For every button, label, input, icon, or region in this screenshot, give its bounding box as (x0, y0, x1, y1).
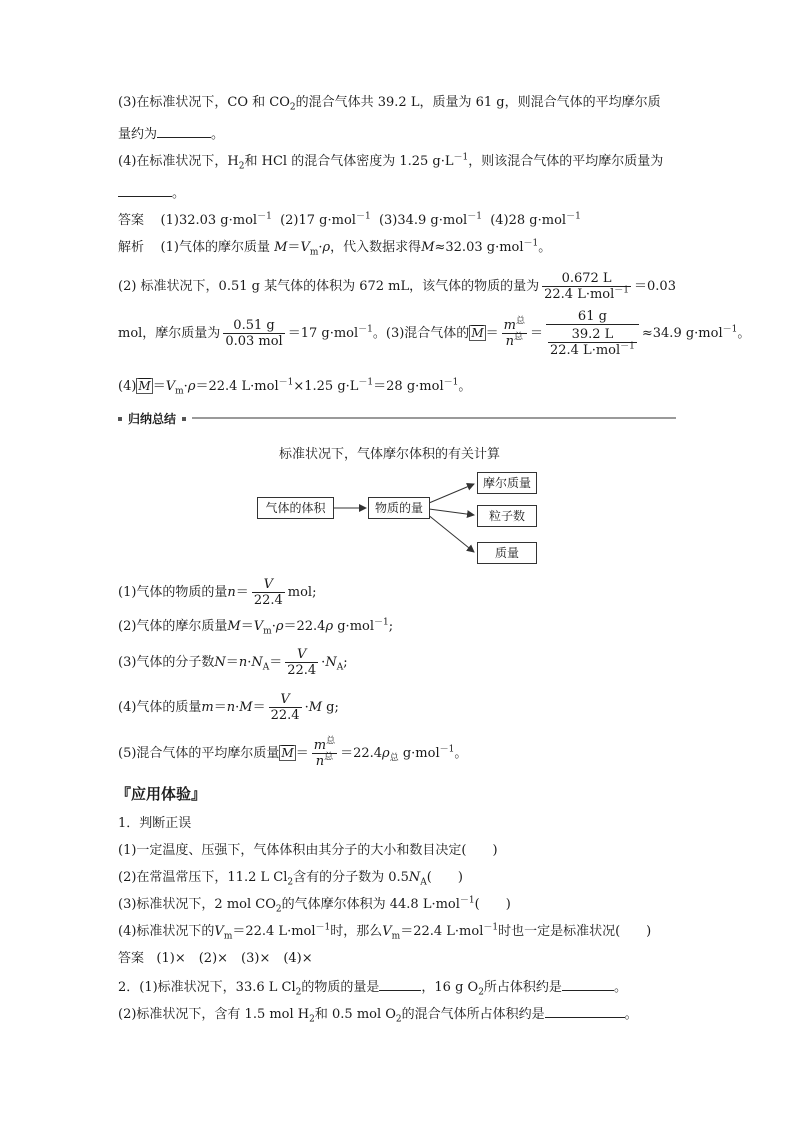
sup: －1 (374, 617, 389, 628)
judge-item-3[interactable] (118, 896, 511, 914)
judge-1-text: (1)一定温度、压强下，气体体积由其分子的大小和数目决定( (118, 843, 467, 858)
equals: ＝ (213, 700, 227, 715)
analysis-text-4d: ＝28 g·mol (373, 379, 444, 394)
q3-text-d: 。 (211, 127, 225, 142)
q4-sub: 2 (238, 161, 245, 172)
var-NA: N (408, 870, 421, 885)
analysis-label: 解析 (118, 240, 145, 255)
var-V: V (253, 619, 264, 634)
mean-molar-mass-symbol: $\overline{M}$ (281, 746, 294, 760)
judge-2-text-b: 含有的分子数为 0.5 (293, 870, 409, 885)
q2-text-2b: 和 0.5 mol O (314, 1007, 396, 1022)
period: 。 (454, 746, 468, 761)
period: 。 (613, 980, 627, 995)
analysis-text-3b: ＝17 g·mol (287, 326, 359, 341)
formula-4-unit: g; (326, 700, 339, 715)
sub-A: A (262, 662, 270, 673)
answer-sup: －1 (355, 211, 371, 222)
close-paren: ) (457, 870, 463, 885)
var-V: V (382, 924, 392, 939)
frac-num: V (263, 577, 273, 592)
var-NA: N (325, 655, 337, 670)
formula-1-unit: mol; (287, 585, 317, 600)
analysis-text-2a: (2) 标准状况下，0.51 g 某气体的体积为 672 mL，该气体的物质的量为 (118, 279, 540, 294)
q3-text-c: 量约为 (118, 127, 158, 142)
node-particle-number: 粒子数 (477, 505, 537, 527)
var-n: n (238, 655, 248, 670)
var-rho: ρ (325, 619, 334, 634)
frac-num: 0.672 L (561, 271, 612, 286)
sup-zong: 总 (326, 736, 336, 747)
sup: －1 (620, 341, 635, 352)
fraction-v-over-22-4 (285, 647, 318, 678)
frac-den: 0.03 mol (225, 334, 283, 349)
node-molar-mass: 摩尔质量 (477, 472, 537, 494)
semicolon: ; (343, 655, 348, 670)
sub-2: 2 (295, 987, 302, 998)
formula-3-label: (3)气体的分子数 (118, 655, 215, 670)
analysis-text-2b: ＝0.03 (634, 279, 676, 294)
var-n: n (227, 585, 236, 600)
frac-den: 22.4 (287, 663, 317, 678)
frac-den: 22.4 (270, 708, 300, 723)
var-n: n (505, 334, 514, 349)
judge-3-text-a: (3)标准状况下，2 mol CO (118, 897, 276, 912)
equals: ＝ (235, 585, 249, 600)
question-2-line-1 (118, 977, 627, 997)
analysis-approx: ≈32.03 g·mol (434, 240, 524, 255)
node-amount-of-substance: 物质的量 (368, 497, 430, 519)
equals: ＝ (252, 700, 266, 715)
formula-1-label: (1)气体的物质的量 (118, 585, 228, 600)
sub-A: A (336, 662, 344, 673)
var-N: N (214, 655, 226, 670)
q2-text-1b: 的物质的量是 (301, 980, 380, 995)
formula-5 (118, 735, 467, 772)
formula-4 (118, 690, 339, 726)
fraction-v-over-22-4 (252, 577, 285, 608)
sup: －1 (483, 922, 499, 933)
answer-item-3: (3)34.9 g·mol (378, 213, 468, 228)
var-M: M (239, 700, 253, 715)
sup-zong: 总 (513, 332, 523, 343)
fraction-v-over-22-4 (269, 692, 302, 723)
var-V: V (214, 924, 224, 939)
equals: ＝ (269, 655, 283, 670)
frac-den-text: 22.4 L·mol (544, 287, 615, 302)
judge-2-text-a: (2)在常温常压下，11.2 L Cl (118, 870, 288, 885)
var-V: V (300, 240, 310, 255)
question-2-line-2 (118, 1004, 638, 1024)
formula-3 (118, 645, 348, 681)
sub-2: 2 (309, 1014, 315, 1025)
q4-sup: －1 (453, 152, 469, 163)
inner-den-text: 22.4 L·mol (549, 343, 621, 358)
inner-num: 39.2 L (571, 327, 614, 342)
fraction-m-over-n (312, 738, 337, 769)
apply-experience-title: 『应用体验』 (116, 785, 207, 803)
var-NA: N (251, 655, 263, 670)
sup: －1 (459, 895, 475, 906)
sub-m: m (391, 931, 401, 942)
close-paren: ) (492, 843, 498, 858)
close-paren: ) (646, 924, 652, 939)
q4-text-d: 。 (172, 186, 186, 201)
answer-item-2: (2)17 g·mol (280, 213, 356, 228)
diagram-title: 标准状况下，气体摩尔体积的有关计算 (279, 447, 501, 462)
judge-3-text-b: 的气体摩尔体积为 44.8 L·mol (281, 897, 460, 912)
q4-text-c: ，则该混合气体的平均摩尔质量为 (468, 154, 664, 169)
equals: ＝ (529, 326, 543, 341)
q2-text-2a: (2)标准状况下，含有 1.5 mol H (118, 1007, 310, 1022)
frac-num: 61 g (577, 309, 607, 324)
equals: ＝ (485, 326, 499, 341)
judge-item-4[interactable] (118, 923, 651, 941)
formula-4-label: (4)气体的质量 (118, 700, 202, 715)
mean-molar-mass-symbol: $\overline{M}$ (471, 326, 484, 340)
var-M: M (421, 240, 435, 255)
sub-m: m (309, 247, 319, 258)
sup-zong: 总 (515, 316, 525, 327)
period: 。 (458, 379, 472, 394)
answer-sup: －1 (566, 211, 581, 222)
sup: －1 (614, 285, 630, 296)
q3-text-b: 的混合气体共 39.2 L，质量为 61 g，则混合气体的平均摩尔质 (295, 95, 661, 110)
equals: ＝ (240, 619, 254, 634)
sup: －1 (358, 324, 373, 335)
q4-text-a: (4)在标准状况下，H (118, 154, 239, 169)
sup: －1 (315, 922, 331, 933)
answer-item-1: (1)32.03 g·mol (160, 213, 258, 228)
q2-1-blank-amount[interactable] (379, 977, 421, 991)
var-m: m (503, 318, 516, 333)
answer-sup: －1 (467, 211, 482, 222)
sub-A: A (420, 877, 427, 888)
period: 。 (624, 1007, 638, 1022)
dot: · (183, 379, 188, 394)
analysis-text-4b: ＝22.4 L·mol (195, 379, 279, 394)
answer-sup: －1 (257, 211, 272, 222)
q2-1-blank-volume[interactable] (562, 977, 614, 991)
arrow-amount-to-particles (429, 509, 474, 515)
judge-item-2[interactable] (118, 869, 463, 887)
formula-5-unit: g·mol (402, 746, 440, 761)
judge-4-text-d: ＝22.4 L·mol (400, 924, 484, 939)
sub-m: m (263, 626, 272, 637)
node-mass: 质量 (477, 542, 537, 564)
var-rho: ρ (187, 379, 196, 394)
q2-2-blank-volume[interactable] (545, 1004, 625, 1018)
sub-m: m (223, 931, 233, 942)
dot: · (304, 700, 309, 715)
judge-4-text-c: 时，那么 (330, 924, 383, 939)
answer-label: 答案 (118, 213, 145, 228)
analysis-text-3d: ≈34.9 g·mol (641, 326, 723, 341)
answer-label: 答案 (118, 951, 145, 966)
formula-2-label: (2)气体的摩尔质量 (118, 619, 228, 634)
formula-5-b: ＝22.4 (340, 746, 383, 761)
dot: · (271, 619, 276, 634)
judge-4-text-e: 时也一定是标准状况( (498, 924, 621, 939)
var-m: m (201, 700, 214, 715)
sup: －1 (722, 324, 738, 335)
dot: · (235, 700, 240, 715)
frac-num: V (297, 647, 307, 662)
formula-5-label: (5)混合气体的平均摩尔质量 (118, 746, 280, 761)
frac-num: 0.51 g (233, 318, 275, 333)
semicolon: ; (388, 619, 394, 634)
equals: ＝ (287, 240, 301, 255)
q4-text-b: 和 HCl 的混合气体密度为 1.25 g·L (244, 154, 454, 169)
period: 。 (737, 326, 751, 341)
sup: －1 (278, 377, 294, 388)
sub-2: 2 (287, 877, 294, 888)
equals: ＝ (152, 379, 166, 394)
analysis-text-4c: ×1.25 g·L (293, 379, 359, 394)
var-M: M (308, 700, 323, 715)
arrow-amount-to-molar-mass (429, 484, 474, 503)
sup: －1 (523, 238, 539, 249)
analysis-text-1b: ，代入数据求得 (330, 240, 422, 255)
var-n: n (226, 700, 236, 715)
mean-molar-mass-symbol: $\overline{M}$ (138, 379, 151, 393)
var-V: V (165, 379, 176, 394)
q2-text-1d: 所占体积约是 (483, 980, 562, 995)
period: 。 (538, 240, 552, 255)
q2-text-2c: 的混合气体所占体积约是 (401, 1007, 545, 1022)
var-rho: ρ (382, 746, 390, 761)
node-gas-volume: 气体的体积 (257, 497, 334, 519)
close-paren: ) (505, 897, 511, 912)
sub-zong: 总 (389, 753, 399, 764)
arrow-amount-to-mass (427, 514, 474, 552)
formula-2 (118, 618, 393, 636)
judge-4-text-a: (4)标准状况下的 (118, 924, 215, 939)
analysis-text-3c: 。(3)混合气体的 (372, 326, 470, 341)
analysis-text-1a: (1)气体的摩尔质量 (160, 240, 270, 255)
q3-sub: 2 (289, 102, 296, 113)
q2-text-1c: ，16 g O (421, 980, 479, 995)
sub-2: 2 (395, 1014, 402, 1025)
sub-2: 2 (478, 987, 484, 998)
var-rho: ρ (322, 240, 331, 255)
frac-num: V (280, 692, 290, 707)
sub-m: m (175, 386, 184, 397)
equals: ＝ (295, 746, 309, 761)
sup: －1 (358, 377, 374, 388)
judge-item-1[interactable] (118, 842, 498, 860)
sub-2: 2 (275, 904, 282, 915)
answer-item-4: (4)28 g·mol (490, 213, 567, 228)
analysis-text-4a: (4) (118, 379, 137, 394)
analysis-text-3a: mol，摩尔质量为 (118, 326, 221, 341)
judge-4-text-b: ＝22.4 L·mol (232, 924, 316, 939)
q2-text-1a: 2．(1)标准状况下，33.6 L Cl (118, 980, 296, 995)
sup: －1 (443, 377, 459, 388)
dot: · (247, 655, 252, 670)
summary-title-text: 归纳总结 (128, 412, 177, 426)
formula-2-b: ＝22.4 (283, 619, 326, 634)
dot: · (318, 240, 323, 255)
sup-zong: 总 (324, 752, 334, 763)
equals: ＝ (225, 655, 239, 670)
open-paren: ( (474, 897, 480, 912)
dot: · (321, 655, 326, 670)
q3-text-a: (3)在标准状况下，CO 和 CO (118, 95, 290, 110)
frac-den: 22.4 (253, 593, 283, 608)
formula-1 (118, 575, 316, 611)
judge-title: 1．判断正误 (118, 816, 192, 831)
var-rho: ρ (275, 619, 284, 634)
var-n: n (315, 754, 325, 769)
judge-answer-line (118, 950, 313, 968)
formula-2-unit: g·mol (337, 619, 374, 634)
var-M: M (274, 240, 288, 255)
var-m: m (313, 738, 327, 753)
judge-answers: (1)× (2)× (3)× (4)× (156, 951, 313, 966)
open-paren: ( (426, 870, 432, 885)
var-M: M (227, 619, 241, 634)
sup: －1 (439, 744, 455, 755)
